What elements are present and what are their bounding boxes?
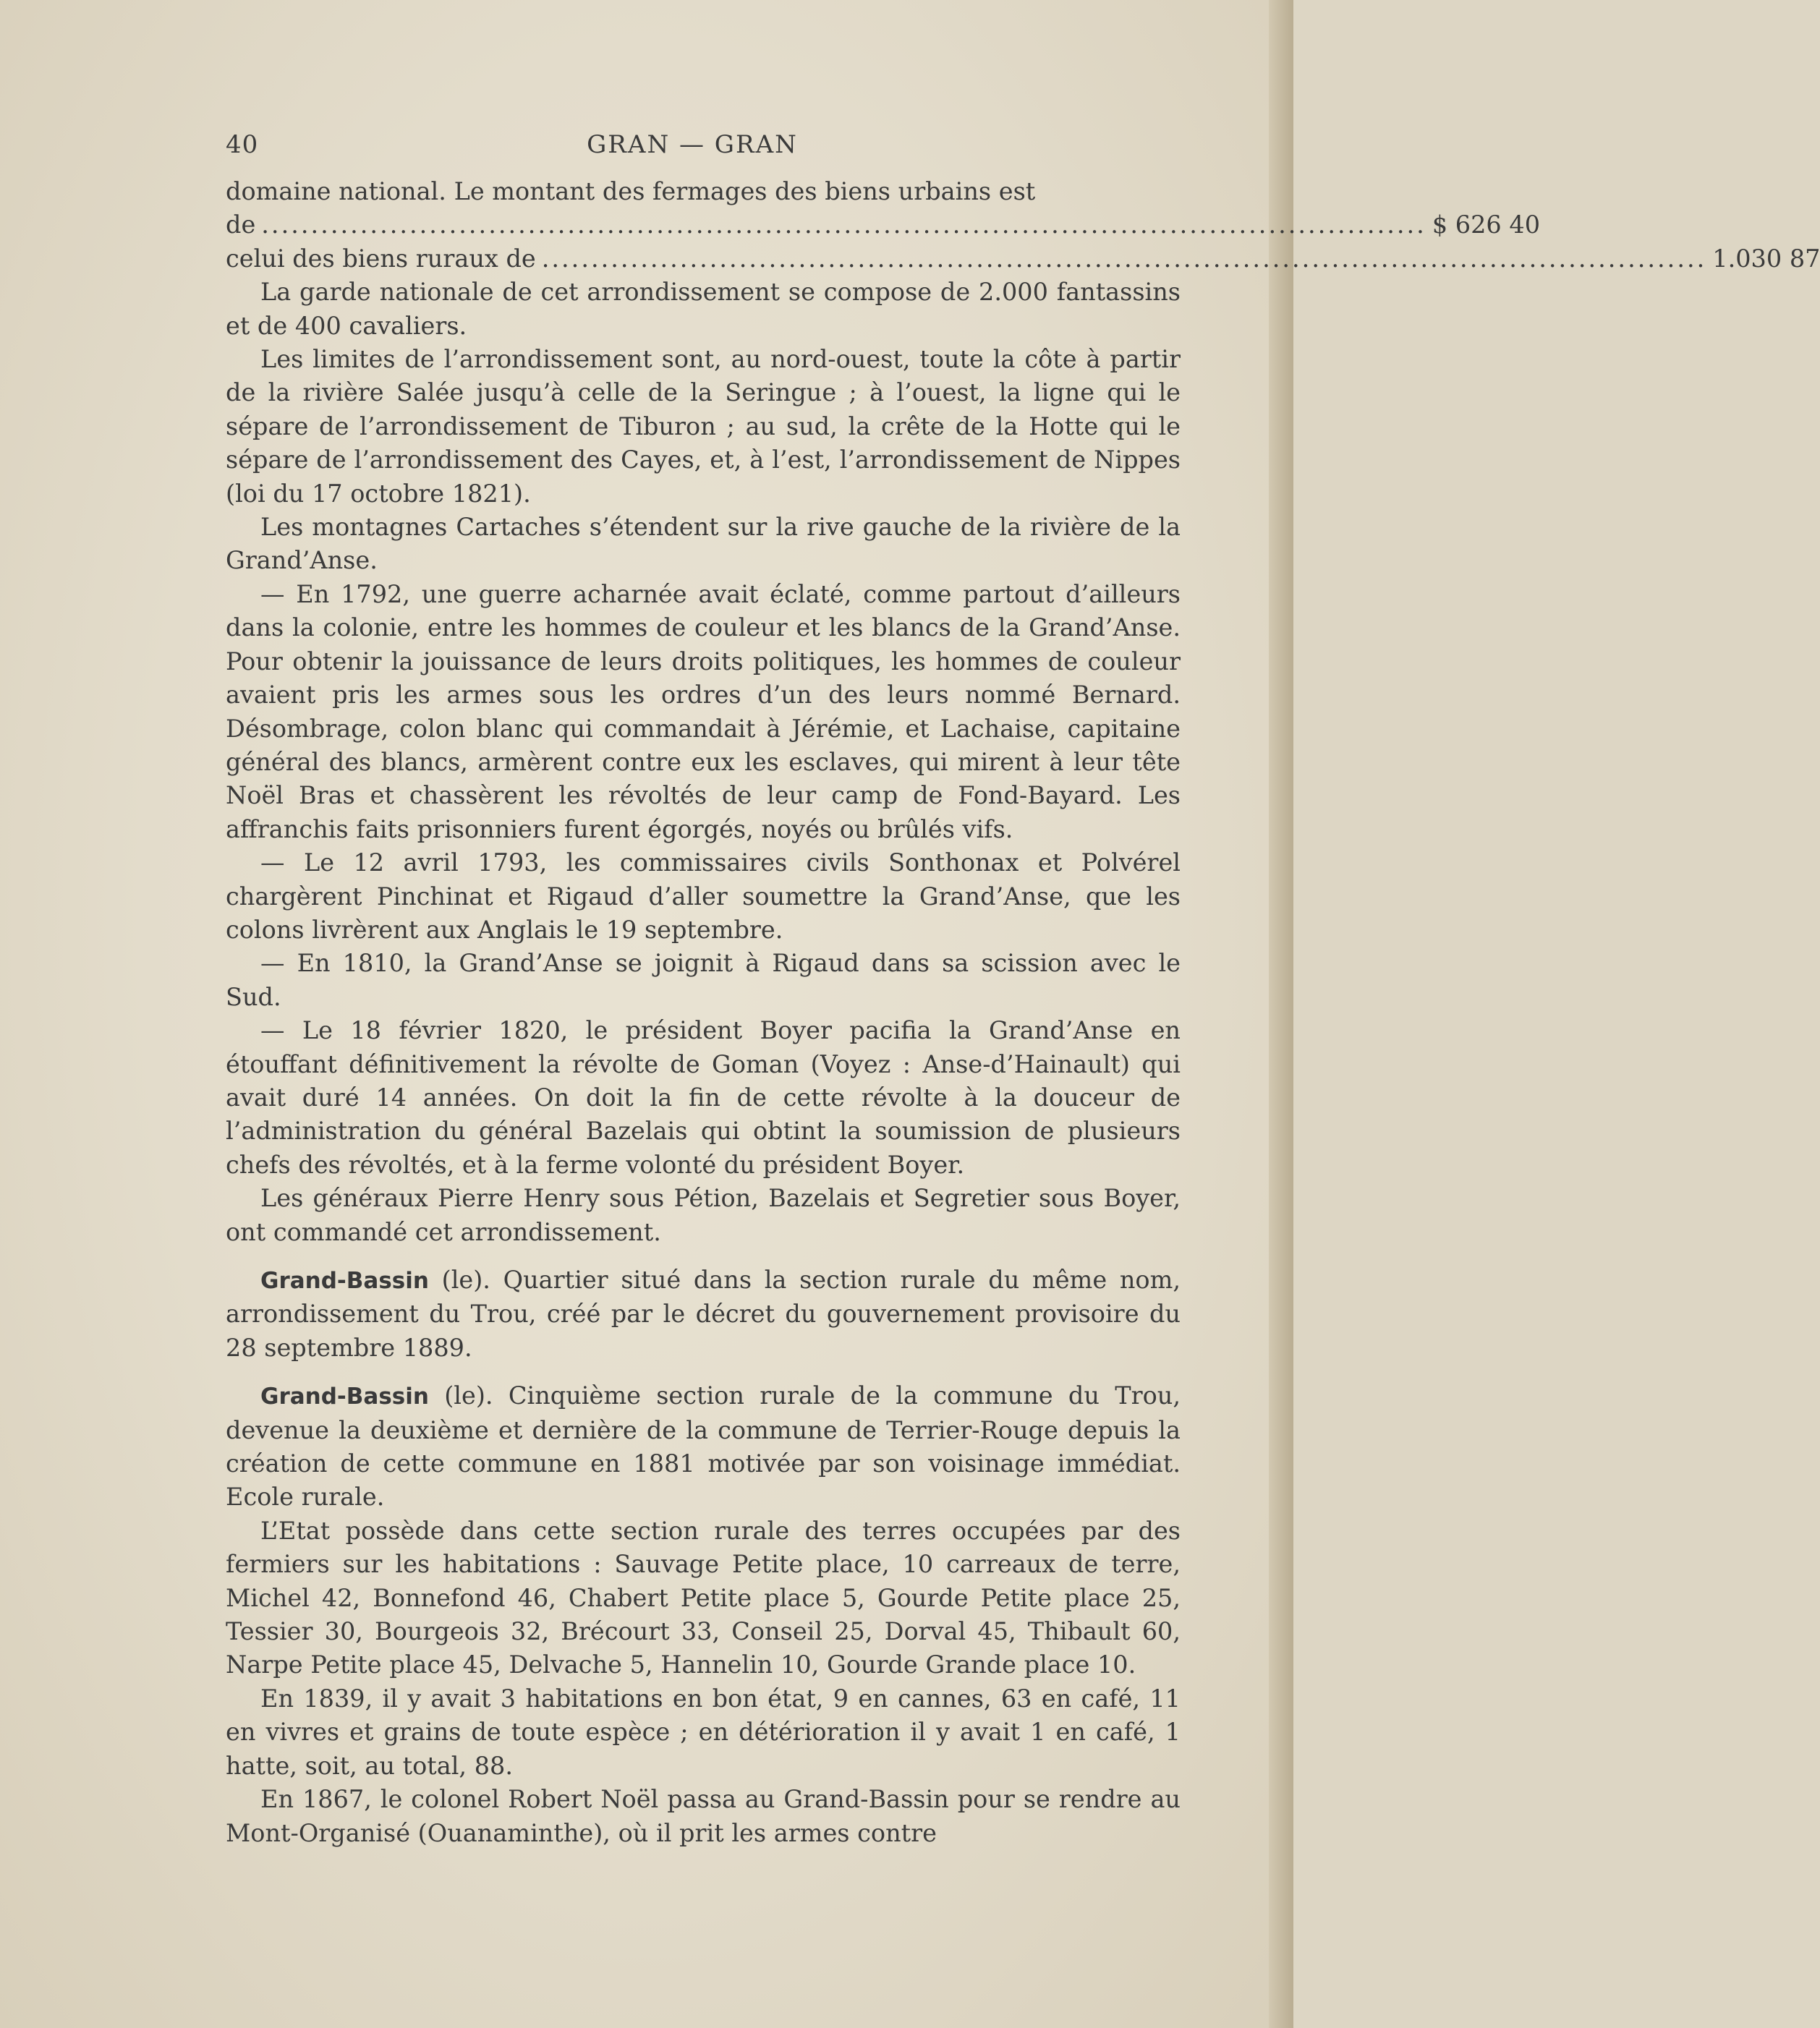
page-number: 40 (226, 130, 259, 159)
paragraph: Les généraux Pierre Henry sous Pétion, Bazelais et Segretier sous Boyer, ont commandé cet arrondissement. (226, 1184, 1181, 1246)
leader-label: de (226, 210, 256, 239)
page-content (226, 130, 1820, 1850)
leader-line-urban (226, 208, 1541, 242)
paragraph: Les montagnes Cartaches s’étendent sur la rive gauche de la rivière de la Grand’Anse. (226, 513, 1181, 575)
leader-amount: $ 626 40 (1432, 210, 1541, 239)
leader-dots: ...................................................................................................................... (261, 210, 1426, 239)
running-title: GRAN — GRAN (587, 130, 798, 159)
paragraph: — Le 18 février 1820, le président Boyer pacifia la Grand’Anse en étouffant définitivement la révolte de Goman (Voyez : Anse-d’Hainault) qui avait duré 14 années. On doit la fin de cette révolte à la douceur de l’administration du général Bazelais qui obtint la soumission de plusieurs chefs des révoltés, et à la ferme volonté du président Boyer. (226, 1016, 1181, 1179)
leader-line-rural (226, 242, 1820, 276)
entry-text: (le). Cinquième section rurale de la commune du Trou, devenue la deuxième et dernière de la commune de Terrier-Rouge depuis la création de cette commune en 1881 motivée par son voisinage immédiat. Ecole rurale. (226, 1381, 1181, 1512)
paragraph: — Le 12 avril 1793, les commissaires civils Sonthonax et Polvérel chargèrent Pinchinat et Rigaud d’aller soumettre la Grand’Anse, que les colons livrèrent aux Anglais le 19 septembre. (226, 848, 1181, 944)
running-head (226, 130, 1181, 175)
page-edge-shadow (1269, 0, 1293, 2028)
dictionary-entry (226, 1264, 1181, 1365)
paragraph: — En 1792, une guerre acharnée avait éclaté, comme partout d’ailleurs dans la colonie, entre les hommes de couleur et les blancs de la Grand’Anse. Pour obtenir la jouissance de leurs droits politiques, les hommes de couleur avaient pris les armes sous les ordres d’un des leurs nommé Bernard. Désombrage, colon blanc qui commandait à Jérémie, et Lachaise, capitaine général des blancs, armèrent contre eux les esclaves, qui mirent à leur tête Noël Bras et chassèrent les révoltés de leur camp de Fond-Bayard. Les affranchis faits prisonniers furent égorgés, noyés ou brûlés vifs. (226, 579, 1181, 843)
paragraph: domaine national. Le montant des fermages des biens urbains est (226, 177, 1036, 205)
body-text (226, 175, 1820, 1850)
paragraph: La garde nationale de cet arrondissement se compose de 2.000 fantassins et de 400 cavaliers. (226, 278, 1181, 340)
dictionary-entry (226, 1379, 1181, 1514)
leader-amount: 1.030 87 (1712, 244, 1820, 273)
entry-headword: Grand-Bassin (260, 1384, 429, 1410)
paragraph: L’Etat possède dans cette section rurale des terres occupées par des fermiers sur les habitations : Sauvage Petite place, 10 carreaux de terre, Michel 42, Bonnefond 46, Chabert Petite place 5, Gourde Petite place 25, Tessier 30, Bourgeois 32, Brécourt 33, Conseil 25, Dorval 45, Thibault 60, Narpe Petite place 45, Delvache 5, Hannelin 10, Gourde Grande place 10. (226, 1516, 1181, 1679)
entry-headword: Grand-Bassin (260, 1268, 429, 1294)
paragraph: — En 1810, la Grand’Anse se joignit à Rigaud dans sa scission avec le Sud. (226, 949, 1181, 1011)
paragraph: Les limites de l’arrondissement sont, au nord-ouest, toute la côte à partir de la rivière Salée jusqu’à celle de la Seringue ; à l’ouest, la ligne qui le sépare de l’arrondissement de Tiburon ; au sud, la crête de la Hotte qui le sépare de l’arrondissement des Cayes, et, à l’est, l’arrondissement de Nippes (loi du 17 octobre 1821). (226, 345, 1181, 508)
leader-label: celui des biens ruraux de (226, 244, 536, 273)
paragraph: En 1839, il y avait 3 habitations en bon état, 9 en cannes, 63 en café, 11 en vivres et grains de toute espèce ; en détérioration il y avait 1 en café, 1 hatte, soit, au total, 88. (226, 1684, 1181, 1780)
entry-text: (le). Quartier situé dans la section rurale du même nom, arrondissement du Trou, créé par le décret du gouvernement provisoire du 28 septembre 1889. (226, 1266, 1181, 1362)
paragraph: En 1867, le colonel Robert Noël passa au Grand-Bassin pour se rendre au Mont-Organisé (Ouanaminthe), où il prit les armes contre (226, 1785, 1181, 1847)
leader-dots: ...................................................................................................................... (541, 244, 1707, 273)
